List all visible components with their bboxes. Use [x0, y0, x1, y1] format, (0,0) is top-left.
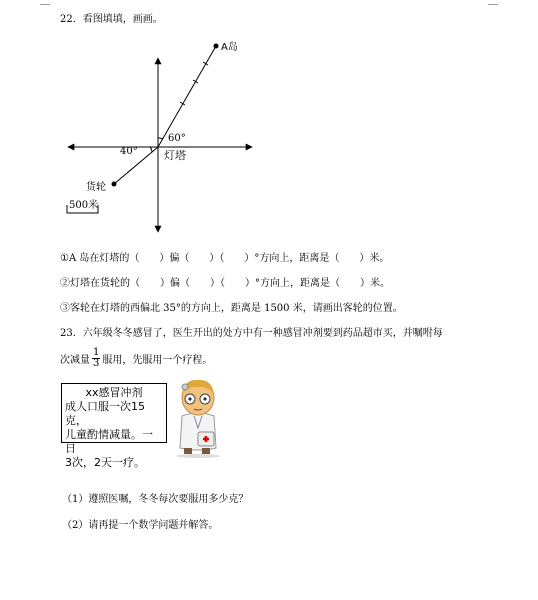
- q23-line2: [60, 348, 212, 369]
- notice-line-1: 成人口服一次15克，: [65, 400, 145, 427]
- angle-arc-40: [150, 147, 152, 152]
- ship-point: [112, 182, 117, 187]
- island-label: A岛: [221, 42, 238, 53]
- notice-line-3: 3次，2天一疗。: [65, 456, 145, 469]
- angle-arc-60: [158, 138, 163, 139]
- notice-title: xx感冒冲剂: [85, 386, 143, 399]
- q23-line2-before: 次减量: [60, 355, 90, 366]
- q23-sub1: （1）遵照医嘱，冬冬每次要服用多少克？: [62, 494, 249, 505]
- medicine-notice-box: [61, 383, 167, 469]
- notice-line-2: 儿童酌情减量。一日: [65, 428, 153, 455]
- fraction-denominator: 3: [93, 358, 100, 369]
- doctor-illustration: [168, 376, 228, 458]
- dosage-fraction: [92, 348, 100, 369]
- q22-line3: ③客轮在灯塔的西偏北 35°的方向上，距离是 1500 米，请画出客轮的位置。: [60, 303, 403, 314]
- q22-line1: ①A 岛在灯塔的（ ）偏（ ）（ ）°方向上，距离是（ ）米。: [60, 253, 390, 264]
- lighthouse-label: 灯塔: [164, 149, 186, 162]
- q22-title: 22．看图填填，画画。: [60, 14, 163, 25]
- q23-line2-after: 服用，先服用一个疗程。: [102, 355, 213, 366]
- q22-line2: ②灯塔在货轮的（ ）偏（ ）（ ）°方向上，距离是（ ）米。: [60, 278, 390, 289]
- ship-label: 货轮: [86, 182, 106, 193]
- fraction-numerator: 1: [93, 347, 100, 358]
- scale-label: 500米: [69, 200, 99, 211]
- island-point: [214, 44, 219, 49]
- angle-60-label: 60°: [168, 133, 186, 144]
- lighthouse-to-island: [158, 46, 216, 147]
- angle-40-label: 40°: [120, 146, 138, 157]
- q23-title: 23．六年级冬冬感冒了，医生开出的处方中有一种感冒冲剂要到药品超市买，并嘱咐每: [60, 328, 443, 339]
- q23-sub2: （2）请再提一个数学问题并解答。: [62, 520, 219, 531]
